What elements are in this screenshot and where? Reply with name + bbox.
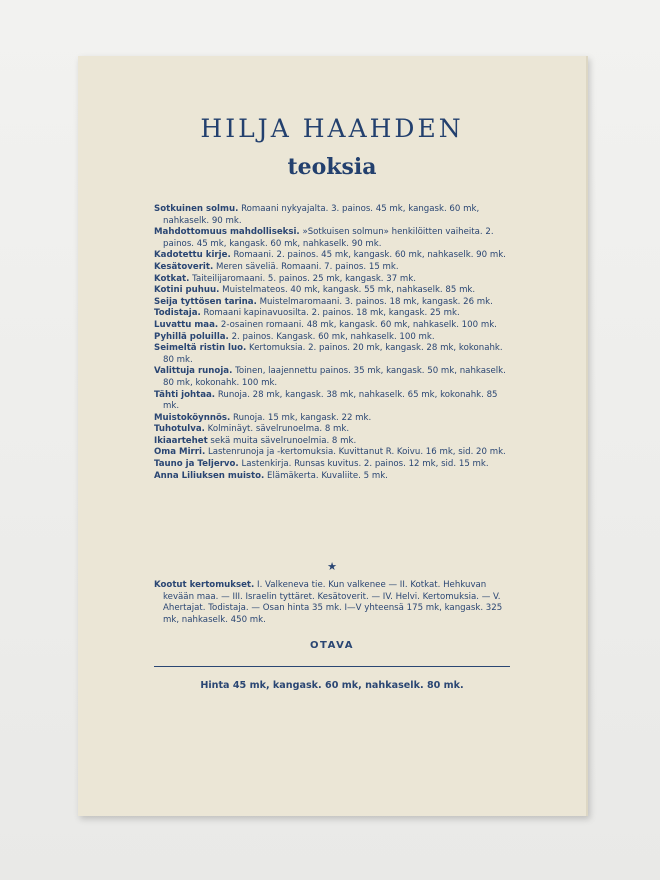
work-title: Valittuja runoja.	[154, 366, 233, 377]
work-details: 2-osainen romaani. 48 mk, kangask. 60 mk, nahkaselk. 100 mk.	[220, 319, 497, 330]
work-title: Kotini puhuu.	[154, 285, 220, 296]
work-details: Kertomuksia. 2. painos. 20 mk, kangask. 28 mk, kokonahk. 80 mk.	[163, 343, 503, 365]
work-entry	[154, 390, 514, 413]
work-entry	[154, 297, 514, 309]
publisher-name: OTAVA	[310, 640, 354, 651]
work-title: Sotkuinen solmu.	[154, 204, 239, 214]
work-details: Kolminäyt. sävelrunoelma. 8 mk.	[207, 424, 350, 435]
work-title: Oma Mirri.	[154, 447, 206, 458]
work-details: Romaani. 2. painos. 45 mk, kangask. 60 mk, nahkaselk. 90 mk.	[233, 250, 506, 261]
works-list	[154, 204, 514, 482]
work-entry	[154, 436, 514, 448]
work-title: Pyhillä poluilla.	[154, 331, 229, 342]
work-details: Runoja. 15 mk, kangask. 22 mk.	[233, 412, 372, 423]
work-details: Romaani kapinavuosilta. 2. painos. 18 mk, kangask. 25 mk.	[203, 308, 460, 319]
work-entry	[154, 366, 514, 389]
work-details: Runoja. 28 mk, kangask. 38 mk, nahkaselk. 65 mk, kokonahk. 85 mk.	[163, 389, 498, 412]
work-entry	[154, 274, 514, 286]
work-entry	[154, 447, 514, 459]
work-title: Anna Liliuksen muisto.	[154, 470, 265, 481]
book-back-cover	[78, 56, 588, 816]
price-line: Hinta 45 mk, kangask. 60 mk, nahkaselk. 80 mk.	[200, 680, 464, 691]
work-entry	[154, 204, 514, 227]
work-title: Luvattu maa.	[154, 319, 219, 330]
collected-title: Kootut kertomukset.	[154, 580, 255, 590]
work-title: Tähti johtaa.	[154, 389, 216, 400]
work-details: Toinen, laajennettu painos. 35 mk, kangask. 50 mk, nahkaselk. 80 mk, kokonahk. 100 mk.	[163, 366, 506, 388]
collected-entry	[154, 580, 514, 626]
work-details: Muistelmaromaani. 3. painos. 18 mk, kangask. 26 mk.	[259, 296, 493, 307]
work-entry	[154, 471, 514, 483]
work-entry	[154, 308, 514, 320]
work-title: Todistaja.	[154, 308, 201, 319]
work-entry	[154, 285, 514, 297]
work-title: Muistoköynnös.	[154, 412, 231, 423]
work-title: Kadotettu kirje.	[154, 250, 231, 261]
works-subtitle: teoksia	[287, 154, 377, 180]
star-separator: ★	[327, 560, 337, 573]
work-details: Elämäkerta. Kuvaliite. 5 mk.	[267, 470, 388, 481]
work-entry	[154, 332, 514, 344]
work-entry	[154, 413, 514, 425]
work-details: Muistelmateos. 40 mk, kangask. 55 mk, nahkaselk. 85 mk.	[222, 285, 476, 296]
work-title: Kotkat.	[154, 273, 190, 284]
work-details: Lastenkirja. Runsas kuvitus. 2. painos. 12 mk, sid. 15 mk.	[241, 459, 489, 470]
work-details: Taiteilijaromaani. 5. painos. 25 mk, kangask. 37 mk.	[192, 273, 416, 284]
work-title: Seija tyttösen tarina.	[154, 296, 257, 307]
work-details: 2. painos. Kangask. 60 mk, nahkaselk. 100 mk.	[231, 331, 435, 342]
divider-line	[154, 666, 510, 667]
work-title: Tuhotulva.	[154, 424, 205, 435]
work-entry	[154, 250, 514, 262]
collected-details: I. Valkeneva tie. Kun valkenee — II. Kotkat. Hehkuvan kevään maa. — III. Israelin tyttäret. Kesätoverit. — IV. Helvi. Kertomuksia. — V. Ahertajat. Todistaja. — Osan hinta 35 mk. I—V yhteensä 175 mk, kangask. 325 mk, nahkaselk. 450 mk.	[163, 580, 503, 625]
work-details: »Sotkuisen solmun» henkilöitten vaiheita. 2. painos. 45 mk, kangask. 60 mk, nahkaselk. 90 mk.	[163, 227, 494, 249]
work-details: Meren säveliä. Romaani. 7. painos. 15 mk.	[215, 261, 399, 272]
work-details: sekä muita sävelrunoelmia. 8 mk.	[210, 435, 357, 446]
work-title: Tauno ja Teljervo.	[154, 459, 239, 470]
work-title: Mahdottomuus mahdolliseksi.	[154, 227, 300, 238]
work-entry	[154, 424, 514, 436]
work-entry	[154, 227, 514, 250]
collected-works	[154, 580, 514, 626]
work-details: Romaani nykyajalta. 3. painos. 45 mk, kangask. 60 mk, nahkaselk. 90 mk.	[163, 204, 480, 226]
work-entry	[154, 262, 514, 274]
work-title: Kesätoverit.	[154, 261, 214, 272]
work-entry	[154, 320, 514, 332]
work-title: Seimeltä ristin luo.	[154, 343, 247, 354]
author-title: HILJA HAAHDEN	[200, 114, 464, 143]
work-details: Lastenrunoja ja -kertomuksia. Kuvittanut R. Koivu. 16 mk, sid. 20 mk.	[207, 447, 506, 458]
work-entry	[154, 343, 514, 366]
work-entry	[154, 459, 514, 471]
work-title: Ikiaartehet	[154, 435, 208, 446]
